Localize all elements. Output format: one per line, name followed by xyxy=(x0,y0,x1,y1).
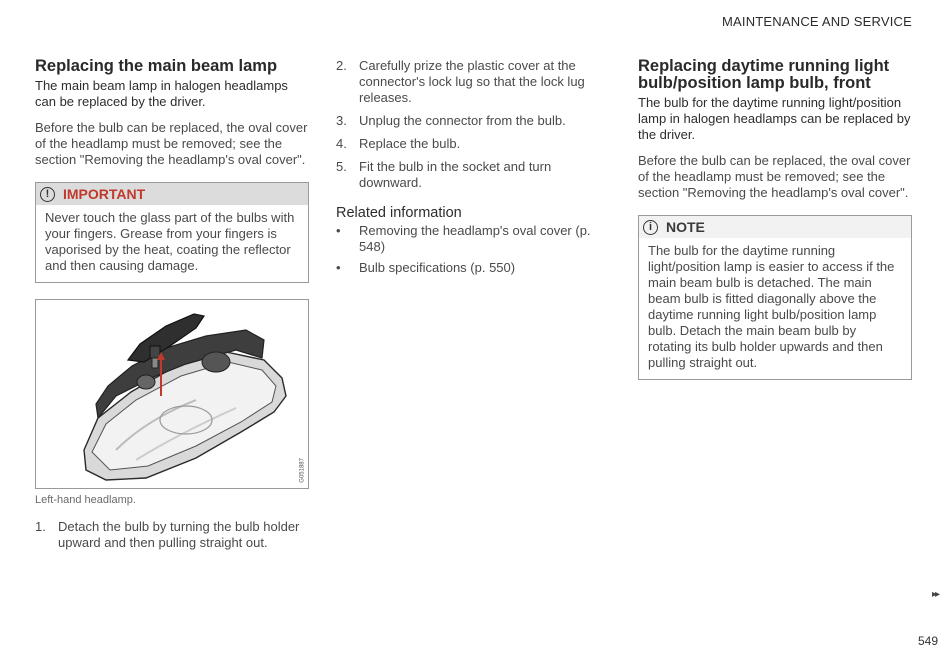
related-info-list xyxy=(336,223,612,276)
step-number: 3. xyxy=(336,113,347,128)
steps-list-start xyxy=(35,519,309,551)
next-page-icon[interactable]: ▸▸ xyxy=(931,589,938,600)
page-number: 549 xyxy=(917,634,938,648)
figure-caption: Left-hand headlamp. xyxy=(35,494,136,506)
note-box xyxy=(638,215,912,380)
related-link-bulb-specs[interactable] xyxy=(336,260,612,276)
section-title-daytime-running-light: Replacing daytime running light bulb/position lamp bulb, front xyxy=(638,57,890,92)
step-item xyxy=(336,58,612,106)
headlamp-illustration xyxy=(35,299,309,489)
step-item xyxy=(336,136,612,152)
bullet-icon: • xyxy=(336,223,341,238)
related-link-oval-cover[interactable] xyxy=(336,223,612,255)
important-header xyxy=(36,183,308,205)
figure-code: G051887 xyxy=(300,458,306,483)
headlamp-drawing xyxy=(36,300,310,488)
related-info-title: Related information xyxy=(336,205,462,221)
body-paragraph: Before the bulb can be replaced, the oval cover of the headlamp must be removed; see the section "Removing the headlamp's oval cover". xyxy=(638,153,911,200)
bullet-icon: • xyxy=(336,260,341,275)
body-paragraph: Before the bulb can be replaced, the oval cover of the headlamp must be removed; see the section "Removing the headlamp's oval cover". xyxy=(35,120,308,167)
step-text: Detach the bulb by turning the bulb holder upward and then pulling straight out. xyxy=(58,519,300,550)
note-header xyxy=(639,216,911,238)
step-text: Carefully prize the plastic cover at the connector's lock lug so that the lock lug releases. xyxy=(359,58,585,105)
related-link-text[interactable]: Removing the headlamp's oval cover (p. 548) xyxy=(359,223,591,254)
note-body: The bulb for the daytime running light/position lamp is easier to access if the main beam bulb is detached. The main beam bulb is fitted diagonally above the daytime running light bulb/position lamp bulb. Detach the main beam bulb by rotating its bulb holder upwards and then pulling straight out. xyxy=(648,243,895,370)
important-body: Never touch the glass part of the bulbs with your fingers. Grease from your fingers is vaporised by the heat, coating the reflector and then causing damage. xyxy=(45,210,295,273)
step-number: 2. xyxy=(336,58,347,73)
step-text: Replace the bulb. xyxy=(359,136,461,151)
important-box xyxy=(35,182,309,283)
related-link-text[interactable]: Bulb specifications (p. 550) xyxy=(359,260,516,275)
section-header: MAINTENANCE AND SERVICE xyxy=(721,14,912,29)
column-steps xyxy=(336,58,612,276)
info-icon: i xyxy=(643,220,658,235)
step-item xyxy=(336,159,612,191)
column-daytime-running-light xyxy=(638,58,912,380)
step-text: Unplug the connector from the bulb. xyxy=(359,113,566,128)
warning-icon: ! xyxy=(40,187,55,202)
column-main-beam xyxy=(35,58,309,551)
note-title: NOTE xyxy=(666,219,705,235)
section-title-main-beam: Replacing the main beam lamp xyxy=(35,57,278,75)
step-text: Fit the bulb in the socket and turn downward. xyxy=(359,159,552,190)
step-number: 4. xyxy=(336,136,347,151)
steps-list-continued xyxy=(336,58,612,191)
lead-paragraph: The main beam lamp in halogen headlamps can be replaced by the driver. xyxy=(35,78,288,109)
step-item xyxy=(35,519,309,551)
important-title: IMPORTANT xyxy=(63,186,146,202)
step-number: 1. xyxy=(35,519,46,534)
step-item xyxy=(336,113,612,129)
lead-paragraph: The bulb for the daytime running light/position lamp in halogen headlamps can be replaced by the driver. xyxy=(638,95,911,142)
step-number: 5. xyxy=(336,159,347,174)
